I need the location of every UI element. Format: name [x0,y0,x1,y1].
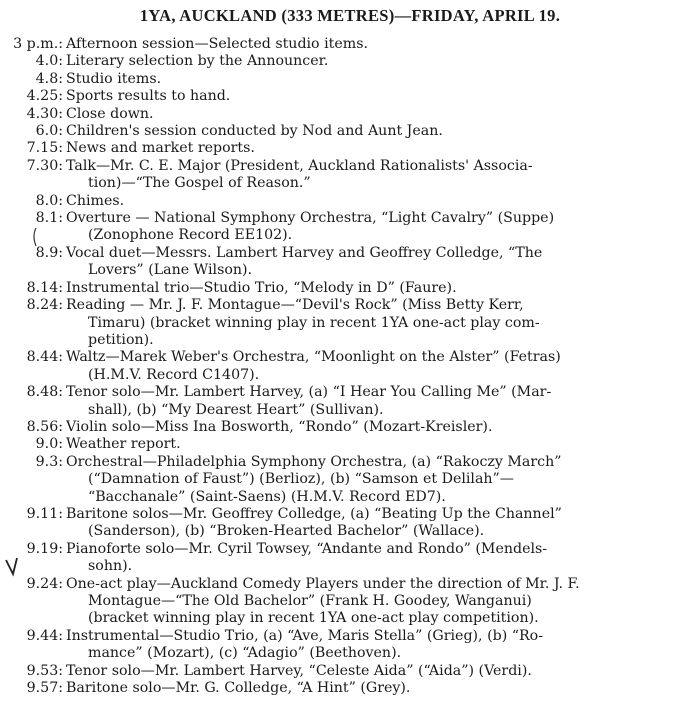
program-entry [8,123,698,140]
entry-time: 9.57: [26,680,63,697]
program-entry [8,36,698,53]
entry-time: 7.30: [26,157,63,174]
entry-line: Instrumental trio—Studio Trio, “Melody in D” (Faure). [66,279,457,296]
entry-time: 8.1: [35,210,63,227]
entry-time: 9.3: [35,453,63,470]
entry-line: Children's session conducted by Nod and Aunt Jean. [66,123,443,140]
entry-time: 8.9: [35,244,63,261]
program-entry [8,88,698,105]
entry-line: Tenor solo—Mr. Lambert Harvey, “Celeste Aida” (“Aida”) (Verdi). [66,662,532,679]
entry-line: mance” (Mozart), (c) “Adagio” (Beethoven). [88,645,402,662]
entry-line: Afternoon session—Selected studio items. [66,36,368,52]
entry-description [66,280,698,297]
entry-description [66,349,698,384]
entry-line: Reading — Mr. J. F. Montague—“Devil's Rock” (Miss Betty Kerr, [66,297,524,314]
entry-description [66,384,698,419]
entry-time: 8.24: [26,297,63,314]
entry-time: 4.0: [35,53,63,70]
program-entry [8,349,698,384]
program-entry [8,576,698,628]
entry-time: 9.24: [26,575,63,592]
entry-time: 4.25: [26,88,63,105]
entry-line: (bracket winning play in recent 1YA one-act play competition). [88,610,539,627]
entry-description [66,541,698,576]
entry-description [66,36,698,53]
entry-line: Chimes. [66,192,125,209]
program-entry [8,106,698,123]
entry-description [66,88,698,105]
pencil-tick-mark [4,556,20,578]
entry-time: 8.48: [26,384,63,401]
entry-line: Montague—“The Old Bachelor” (Frank H. Goodey, Wanganui) [88,593,532,609]
program-entry [8,454,698,506]
entry-description [66,436,698,453]
program-entry [8,193,698,210]
entry-line: Lovers” (Lane Wilson). [88,262,253,279]
entry-line: Overture — National Symphony Orchestra, “Light Cavalry” (Suppe) [66,210,555,227]
program-entry [8,158,698,193]
entry-time: 6.0: [35,123,63,140]
entry-line: Baritone solos—Mr. Geoffrey Colledge, (a) “Beating Up the Channel” [66,505,562,522]
program-entry [8,541,698,576]
entry-line: News and market reports. [66,140,255,157]
program-entry [8,53,698,70]
entry-line: (H.M.V. Record C1407). [88,366,260,383]
program-entry [8,384,698,419]
entry-line: Pianoforte solo—Mr. Cyril Towsey, “Andante and Rondo” (Mendels- [66,540,548,557]
entry-description [66,245,698,280]
entry-line: (“Damnation of Faust”) (Berlioz), (b) “Samson et Delilah”— [88,471,514,488]
entry-time: 4.8: [35,70,63,87]
program-entry [8,280,698,297]
entry-line: Vocal duet—Messrs. Lambert Harvey and Geoffrey Colledge, “The [66,244,543,261]
entry-description [66,419,698,436]
entry-line: sohn). [88,558,133,575]
entry-line: One-act play—Auckland Comedy Players under the direction of Mr. J. F. [66,575,580,592]
program-entry [8,628,698,663]
program-schedule [8,36,698,697]
entry-description [66,71,698,88]
entry-description [66,210,698,245]
pencil-stroke-mark [30,226,40,248]
entry-description [66,454,698,506]
entry-line: Violin solo—Miss Ina Bosworth, “Rondo” (Mozart-Kreisler). [66,418,493,435]
program-entry [8,297,698,349]
program-entry [8,419,698,436]
entry-time: 4.30: [26,105,63,122]
entry-time: 8.14: [26,279,63,296]
entry-time: 9.19: [26,540,63,557]
entry-line: Timaru) (bracket winning play in recent 1YA one-act play com- [88,314,540,331]
entry-time: 9.11: [26,505,63,522]
entry-description [66,140,698,157]
program-entry [8,210,698,245]
entry-line: Talk—Mr. C. E. Major (President, Auckland Rationalists' Associa- [66,157,533,174]
entry-line: Tenor solo—Mr. Lambert Harvey, (a) “I Hear You Calling Me” (Mar- [66,384,552,401]
entry-description [66,158,698,193]
entry-line: Orchestral—Philadelphia Symphony Orchestra, (a) “Rakoczy March” [66,453,562,470]
entry-line: Literary selection by the Announcer. [66,53,329,70]
entry-line: Weather report. [66,436,181,453]
entry-time: 8.56: [26,418,63,435]
entry-description [66,680,698,697]
entry-time: 3 p.m.: [13,36,63,52]
entry-time: 8.0: [35,192,63,209]
entry-line: Instrumental—Studio Trio, (a) “Ave, Maris Stella” (Grieg), (b) “Ro- [66,627,544,644]
entry-line: Sports results to hand. [66,88,231,105]
entry-line: Studio items. [66,70,162,87]
program-entry [8,436,698,453]
entry-line: shall), (b) “My Dearest Heart” (Sullivan). [88,401,384,418]
entry-description [66,297,698,349]
entry-description [66,53,698,70]
entry-line: Close down. [66,105,154,122]
entry-line: (Sanderson), (b) “Broken-Hearted Bachelor” (Wallace). [88,523,485,540]
entry-line: Waltz—Marek Weber's Orchestra, “Moonlight on the Alster” (Fetras) [66,349,561,366]
program-entry [8,663,698,680]
entry-time: 7.15: [26,140,63,157]
program-entry [8,140,698,157]
entry-description [66,506,698,541]
entry-line: petition). [88,331,154,348]
program-entry [8,245,698,280]
entry-time: 9.0: [35,436,63,453]
entry-time: 8.44: [26,349,63,366]
entry-line: tion)—“The Gospel of Reason.” [88,175,311,192]
program-entry [8,71,698,88]
entry-description [66,576,698,628]
entry-description [66,123,698,140]
entry-line: (Zonophone Record EE102). [88,227,293,244]
station-heading: 1YA, AUCKLAND (333 METRES)—FRIDAY, APRIL 19. [139,6,561,25]
entry-description [66,193,698,210]
entry-line: Baritone solo—Mr. G. Colledge, “A Hint” (Grey). [66,680,411,697]
entry-description [66,106,698,123]
entry-time: 9.53: [26,662,63,679]
entry-time: 9.44: [26,627,63,644]
entry-line: “Bacchanale” (Saint-Saens) (H.M.V. Record ED7). [88,488,446,505]
entry-description [66,663,698,680]
program-entry [8,680,698,697]
program-entry [8,506,698,541]
entry-description [66,628,698,663]
